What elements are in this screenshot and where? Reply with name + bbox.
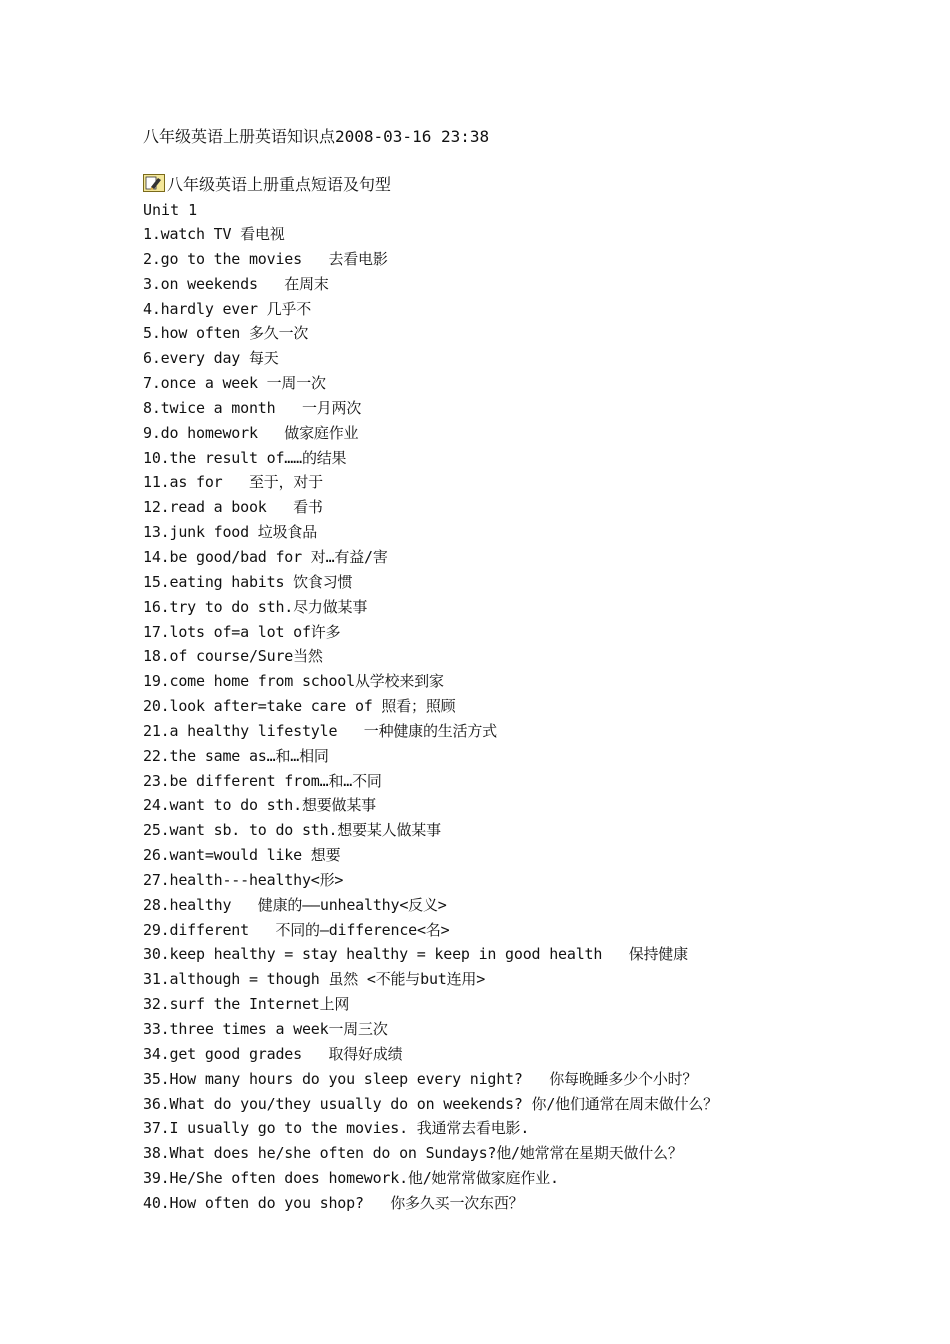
list-item: 31.although = though 虽然 <不能与but连用> (143, 970, 486, 989)
list-item: 21.a healthy lifestyle 一种健康的生活方式 (143, 721, 497, 740)
list-item: 33.three times a week一周三次 (143, 1020, 388, 1038)
list-item: 29.different 不同的—difference<名> (143, 920, 450, 939)
list-item: 12.read a book 看书 (143, 498, 323, 517)
list-item: 11.as for 至于，对于 (143, 473, 323, 492)
list-item: 24.want to do sth.想要做某事 (143, 796, 376, 815)
list-item: 35.How many hours do you sleep every night? 你每晚睡多少个小时？ (143, 1069, 698, 1088)
list-item: 30.keep healthy = stay healthy = keep in good health 保持健康 (143, 945, 688, 964)
section-heading (143, 170, 391, 196)
list-item: 18.of course/Sure当然 (143, 647, 323, 666)
unit-label: Unit 1 (143, 201, 198, 219)
list-item: 14.be good/bad for 对…有益/害 (143, 547, 388, 566)
list-item: 13.junk food 垃圾食品 (143, 523, 318, 542)
list-item: 3.on weekends 在周末 (143, 274, 329, 293)
list-item: 25.want sb. to do sth.想要某人做某事 (143, 821, 441, 840)
list-item: 26.want=would like 想要 (143, 846, 341, 865)
list-item: 36.What do you/they usually do on weekends? 你/他们通常在周末做什么？ (143, 1094, 718, 1113)
list-item: 34.get good grades 取得好成绩 (143, 1044, 403, 1063)
list-item: 19.come home from school从学校来到家 (143, 672, 444, 691)
list-item: 10.the result of……的结果 (143, 448, 347, 467)
list-item: 38.What does he/she often do on Sundays?他/她常常在星期天做什么？ (143, 1144, 683, 1163)
section-heading-text: 八年级英语上册重点短语及句型 (167, 174, 392, 194)
pencil-note-icon (143, 174, 165, 192)
phrase-list (143, 222, 718, 1216)
list-item: 7.once a week 一周一次 (143, 374, 326, 393)
list-item: 20.look after=take care of 照看；照顾 (143, 697, 456, 716)
list-item: 4.hardly ever 几乎不 (143, 299, 312, 318)
list-item: 22.the same as…和…相同 (143, 746, 329, 765)
list-item: 2.go to the movies 去看电影 (143, 249, 388, 268)
document-title: 八年级英语上册英语知识点2008-03-16 23:38 (143, 127, 490, 146)
list-item: 23.be different from…和…不同 (143, 771, 382, 790)
list-item: 40.How often do you shop? 你多久买一次东西？ (143, 1193, 524, 1212)
list-item: 16.try to do sth.尽力做某事 (143, 597, 368, 616)
list-item: 6.every day 每天 (143, 349, 279, 368)
list-item: 37.I usually go to the movies. 我通常去看电影. (143, 1119, 530, 1138)
list-item: 8.twice a month 一月两次 (143, 398, 362, 417)
list-item: 28.healthy 健康的——unhealthy<反义> (143, 895, 447, 914)
list-item: 32.surf the Internet上网 (143, 995, 350, 1014)
list-item: 27.health---healthy<形> (143, 870, 344, 889)
list-item: 1.watch TV 看电视 (143, 225, 285, 243)
list-item: 17.lots of=a lot of许多 (143, 622, 341, 641)
list-item: 15.eating habits 饮食习惯 (143, 572, 353, 591)
list-item: 39.He/She often does homework.他/她常常做家庭作业. (143, 1169, 559, 1188)
list-item: 5.how often 多久一次 (143, 324, 309, 343)
list-item: 9.do homework 做家庭作业 (143, 423, 359, 442)
